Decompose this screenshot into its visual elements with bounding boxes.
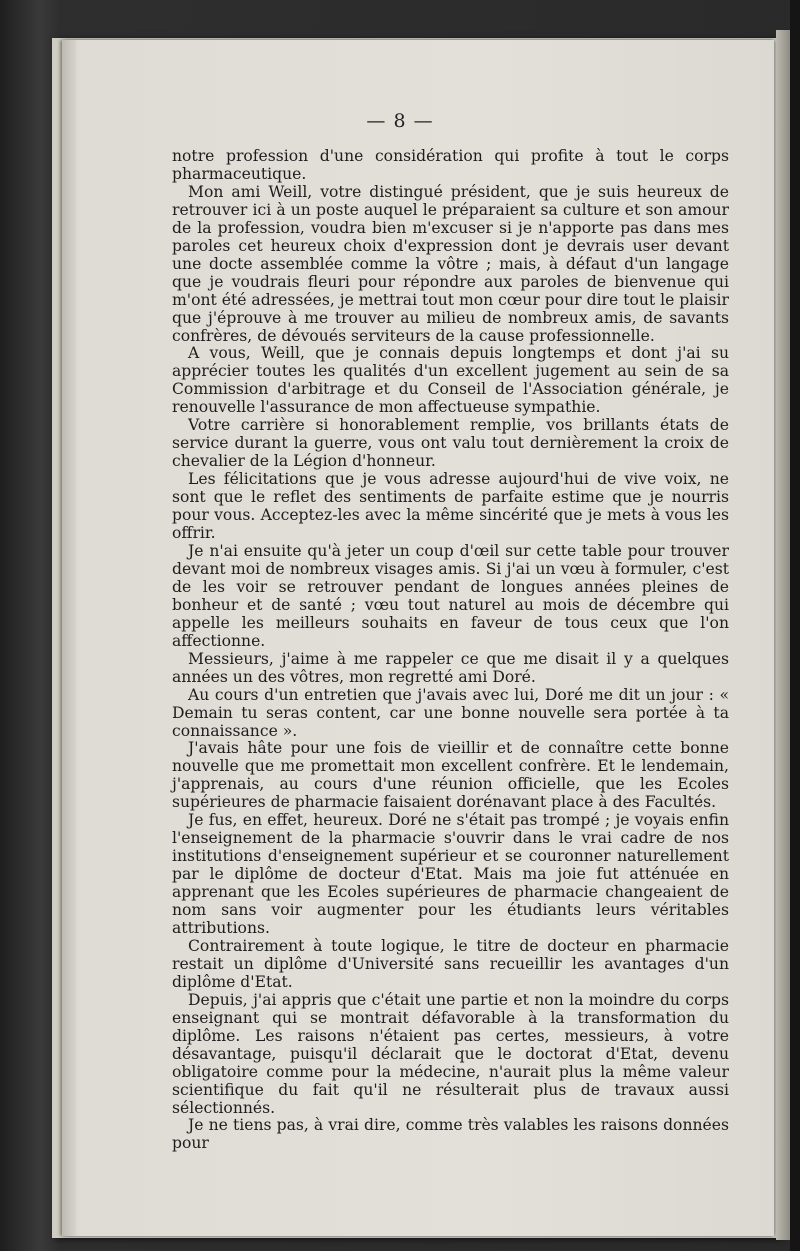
- page-edge: [776, 30, 790, 1240]
- paragraph: Mon ami Weill, votre distingué président, que je suis heureux de retrouver ici à un poste auquel le préparaient sa culture et son amour de la profession, voudra bien m'excuser si je n'apporte pas dans mes paroles cet heureux choix d'expression dont je devrais user devant une docte assemblée comme la vôtre ; mais, à défaut d'un langage que je voudrais fleuri pour répondre aux paroles de bienvenue qui m'ont été adressées, je mettrai tout mon cœur pour dire tout le plaisir que j'éprouve à me trouver au milieu de nombreux amis, de savants confrères, de dévoués serviteurs de la cause professionnelle.: [172, 182, 729, 345]
- scan-border: [790, 0, 800, 1251]
- paragraph: Depuis, j'ai appris que c'était une partie et non la moindre du corps enseignant qui se montrait défavorable à la transformation du diplôme. Les raisons n'étaient pas certes, messieurs, à votre désavantage, puisqu'il déclarait que le doctorat d'Etat, devenu obligatoire comme pour la médecine, n'aurait plus la même valeur scientifique du fait qu'il ne résulterait plus de travaux aussi sélectionnés.: [172, 990, 729, 1117]
- paragraph: J'avais hâte pour une fois de vieillir et de connaître cette bonne nouvelle que me promettait mon excellent confrère. Et le lendemain, j'apprenais, au cours d'une réunion officielle, que les Ecoles supérieures de pharmacie faisaient dorénavant place à des Facultés.: [172, 739, 729, 812]
- page-spine: [62, 40, 76, 1236]
- paragraph: Votre carrière si honorablement remplie, vos brillants états de service durant la guerre, vous ont valu tout dernièrement la croix de chevalier de la Légion d'honneur.: [172, 416, 729, 471]
- body-text: [172, 148, 729, 1153]
- paragraph: Les félicitations que je vous adresse aujourd'hui de vive voix, ne sont que le reflet des sentiments de parfaite estime que je nourris pour vous. Acceptez-les avec la même sincérité que je mets à vous les offrir.: [172, 470, 729, 543]
- paragraph: A vous, Weill, que je connais depuis longtemps et dont j'ai su apprécier toutes les qualités d'un excellent jugement au sein de sa Commission d'arbitrage et du Conseil de l'Association générale, je renouvelle l'assurance de mon affectueuse sympathie.: [172, 344, 729, 417]
- paragraph: Je ne tiens pas, à vrai dire, comme très valables les raisons données pour: [172, 1116, 729, 1153]
- paragraph: Je n'ai ensuite qu'à jeter un coup d'œil sur cette table pour trouver devant moi de nombreux visages amis. Si j'ai un vœu à formuler, c'est de les voir se retrouver pendant de longues années pleines de bonheur et de santé ; vœu tout naturel au mois de décembre qui appelle les meilleurs souhaits en faveur de tous ceux que l'on affectionne.: [172, 541, 729, 650]
- paragraph: Je fus, en effet, heureux. Doré ne s'était pas trompé ; je voyais enfin l'enseignement de la pharmacie s'ouvrir dans le vrai cadre de nos institutions d'enseignement supérieur et se couronner naturellement par le diplôme de docteur d'Etat. Mais ma joie fut atténuée en apprenant que les Ecoles supérieures de pharmacie changeaient de nom sans voir augmenter pour les étudiants leurs véritables attributions.: [172, 811, 729, 937]
- paragraph: notre profession d'une considération qui profite à tout le corps pharmaceutique.: [172, 147, 729, 183]
- paragraph: Au cours d'un entretien que j'avais avec lui, Doré me dit un jour : « Demain tu seras content, car une bonne nouvelle sera portée à ta connaissance ».: [172, 685, 729, 740]
- paragraph: Contrairement à toute logique, le titre de docteur en pharmacie restait un diplôme d'Université sans recueillir les avantages d'un diplôme d'Etat.: [172, 936, 729, 991]
- page-number: — 8 —: [366, 110, 434, 132]
- paragraph: Messieurs, j'aime à me rappeler ce que me disait il y a quelques années un des vôtres, mon regretté ami Doré.: [172, 649, 729, 686]
